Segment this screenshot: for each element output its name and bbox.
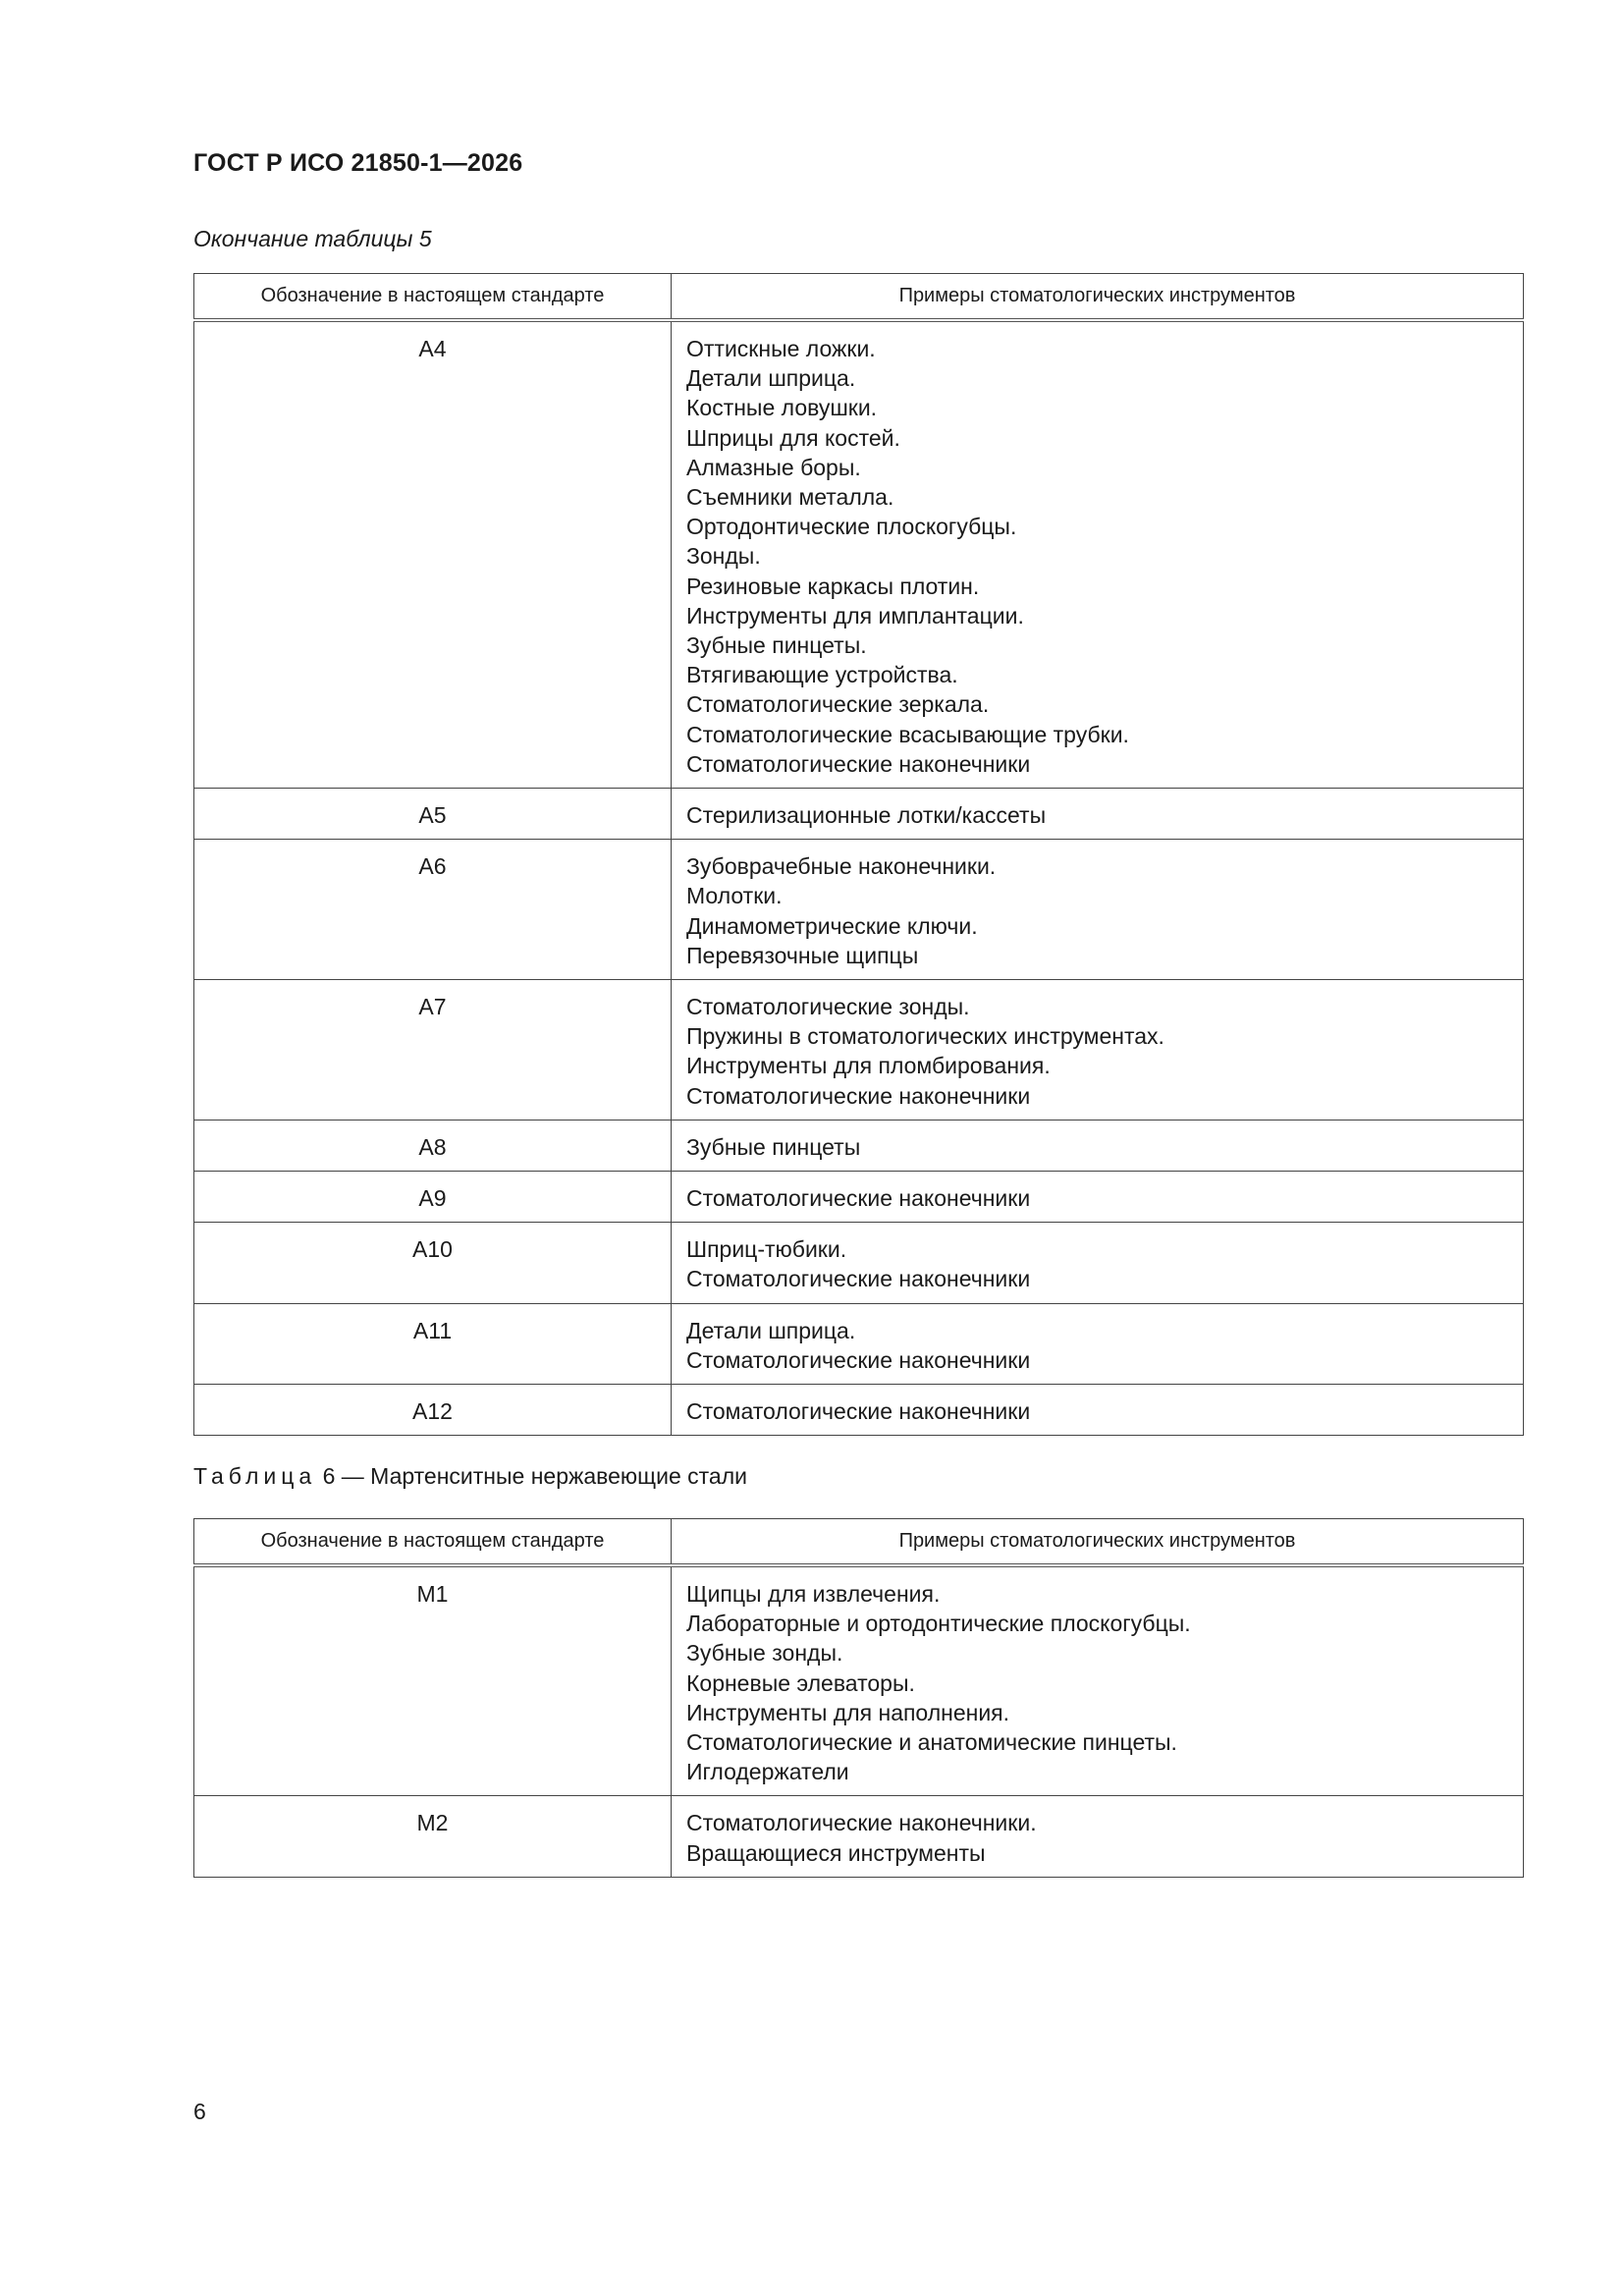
example-item: Лабораторные и ортодонтические плоскогубцы. bbox=[686, 1611, 1191, 1637]
example-item: Динамометрические ключи. bbox=[686, 912, 978, 939]
example-item: Костные ловушки. bbox=[686, 395, 878, 421]
table-5 bbox=[193, 273, 1524, 1436]
table5-caption: Окончание таблицы 5 bbox=[193, 226, 432, 251]
examples-cell bbox=[672, 1796, 1524, 1877]
designation-cell: A12 bbox=[194, 1385, 672, 1436]
examples-cell bbox=[672, 1223, 1524, 1303]
example-item: Стоматологические наконечники bbox=[686, 1398, 1031, 1425]
examples-cell bbox=[672, 1385, 1524, 1436]
example-item: Перевязочные щипцы bbox=[686, 942, 919, 968]
example-item: Шприцы для костей. bbox=[686, 424, 900, 451]
example-item: Съемники металла. bbox=[686, 484, 894, 511]
table6-header-row bbox=[194, 1519, 1524, 1566]
table-row bbox=[194, 1565, 1524, 1796]
example-item: Стоматологические всасывающие трубки. bbox=[686, 721, 1129, 747]
examples-cell bbox=[672, 789, 1524, 840]
table6-body bbox=[194, 1565, 1524, 1877]
example-item: Корневые элеваторы. bbox=[686, 1669, 915, 1696]
example-item: Инструменты для наполнения. bbox=[686, 1699, 1010, 1725]
table-row bbox=[194, 1385, 1524, 1436]
table-row bbox=[194, 840, 1524, 980]
example-item: Стоматологические наконечники bbox=[686, 1346, 1031, 1373]
designation-cell: A7 bbox=[194, 980, 672, 1121]
table-row bbox=[194, 789, 1524, 840]
table5-col-designation-header: Обозначение в настоящем стандарте bbox=[194, 274, 672, 321]
example-item: Стоматологические наконечники. bbox=[686, 1810, 1037, 1836]
example-item: Вращающиеся инструменты bbox=[686, 1839, 986, 1866]
example-item: Стоматологические наконечники bbox=[686, 1185, 1031, 1212]
example-item: Втягивающие устройства. bbox=[686, 662, 958, 688]
designation-cell: A6 bbox=[194, 840, 672, 980]
designation-cell: A9 bbox=[194, 1172, 672, 1223]
table-row bbox=[194, 980, 1524, 1121]
example-item: Зубоврачебные наконечники. bbox=[686, 853, 997, 880]
designation-cell: A11 bbox=[194, 1303, 672, 1384]
table-row bbox=[194, 1223, 1524, 1303]
designation-cell: A5 bbox=[194, 789, 672, 840]
document-title: ГОСТ Р ИСО 21850-1—2026 bbox=[193, 149, 523, 177]
designation-cell: M1 bbox=[194, 1565, 672, 1796]
examples-cell bbox=[672, 840, 1524, 980]
designation-cell: A4 bbox=[194, 320, 672, 789]
example-item: Резиновые каркасы плотин. bbox=[686, 573, 980, 599]
example-item: Щипцы для извлечения. bbox=[686, 1581, 941, 1607]
example-item: Стоматологические зонды. bbox=[686, 994, 970, 1020]
table-row bbox=[194, 1172, 1524, 1223]
table5-col-examples-header: Примеры стоматологических инструментов bbox=[672, 274, 1524, 321]
table6-caption-title: 6 — Мартенситные нержавеющие стали bbox=[316, 1463, 747, 1489]
example-item: Стоматологические зеркала. bbox=[686, 691, 990, 718]
examples-cell bbox=[672, 1120, 1524, 1171]
examples-cell bbox=[672, 1172, 1524, 1223]
example-item: Зубные зонды. bbox=[686, 1640, 843, 1667]
table6-caption-label: Таблица bbox=[193, 1463, 317, 1489]
table5-body bbox=[194, 320, 1524, 1436]
example-item: Детали шприца. bbox=[686, 1317, 856, 1343]
designation-cell: M2 bbox=[194, 1796, 672, 1877]
table-row bbox=[194, 1303, 1524, 1384]
example-item: Зубные пинцеты. bbox=[686, 632, 867, 659]
designation-cell: A8 bbox=[194, 1120, 672, 1171]
examples-cell bbox=[672, 320, 1524, 789]
example-item: Иглодержатели bbox=[686, 1759, 849, 1785]
example-item: Стоматологические наконечники bbox=[686, 1266, 1031, 1292]
example-item: Стерилизационные лотки/кассеты bbox=[686, 802, 1047, 829]
table-row bbox=[194, 1120, 1524, 1171]
example-item: Стоматологические наконечники bbox=[686, 750, 1031, 777]
table6-col-designation-header: Обозначение в настоящем стандарте bbox=[194, 1519, 672, 1566]
example-item: Оттискные ложки. bbox=[686, 336, 876, 361]
example-item: Стоматологические и анатомические пинцеты. bbox=[686, 1729, 1177, 1756]
table6-col-examples-header: Примеры стоматологических инструментов bbox=[672, 1519, 1524, 1566]
page-number: 6 bbox=[193, 2099, 206, 2124]
example-item: Инструменты для пломбирования. bbox=[686, 1053, 1051, 1079]
table-row bbox=[194, 1796, 1524, 1877]
example-item: Зонды. bbox=[686, 543, 761, 570]
table-6 bbox=[193, 1518, 1524, 1878]
example-item: Молотки. bbox=[686, 883, 783, 909]
table6-caption bbox=[193, 1463, 747, 1490]
table5-header-row bbox=[194, 274, 1524, 321]
examples-cell bbox=[672, 1303, 1524, 1384]
examples-cell bbox=[672, 1565, 1524, 1796]
example-item: Инструменты для имплантации. bbox=[686, 602, 1024, 629]
example-item: Стоматологические наконечники bbox=[686, 1082, 1031, 1109]
example-item: Зубные пинцеты bbox=[686, 1133, 861, 1160]
example-item: Шприц-тюбики. bbox=[686, 1236, 847, 1263]
example-item: Пружины в стоматологических инструментах. bbox=[686, 1023, 1164, 1050]
table-row bbox=[194, 320, 1524, 789]
example-item: Ортодонтические плоскогубцы. bbox=[686, 514, 1017, 540]
example-item: Алмазные боры. bbox=[686, 454, 861, 480]
example-item: Детали шприца. bbox=[686, 365, 856, 392]
examples-cell bbox=[672, 980, 1524, 1121]
designation-cell: A10 bbox=[194, 1223, 672, 1303]
